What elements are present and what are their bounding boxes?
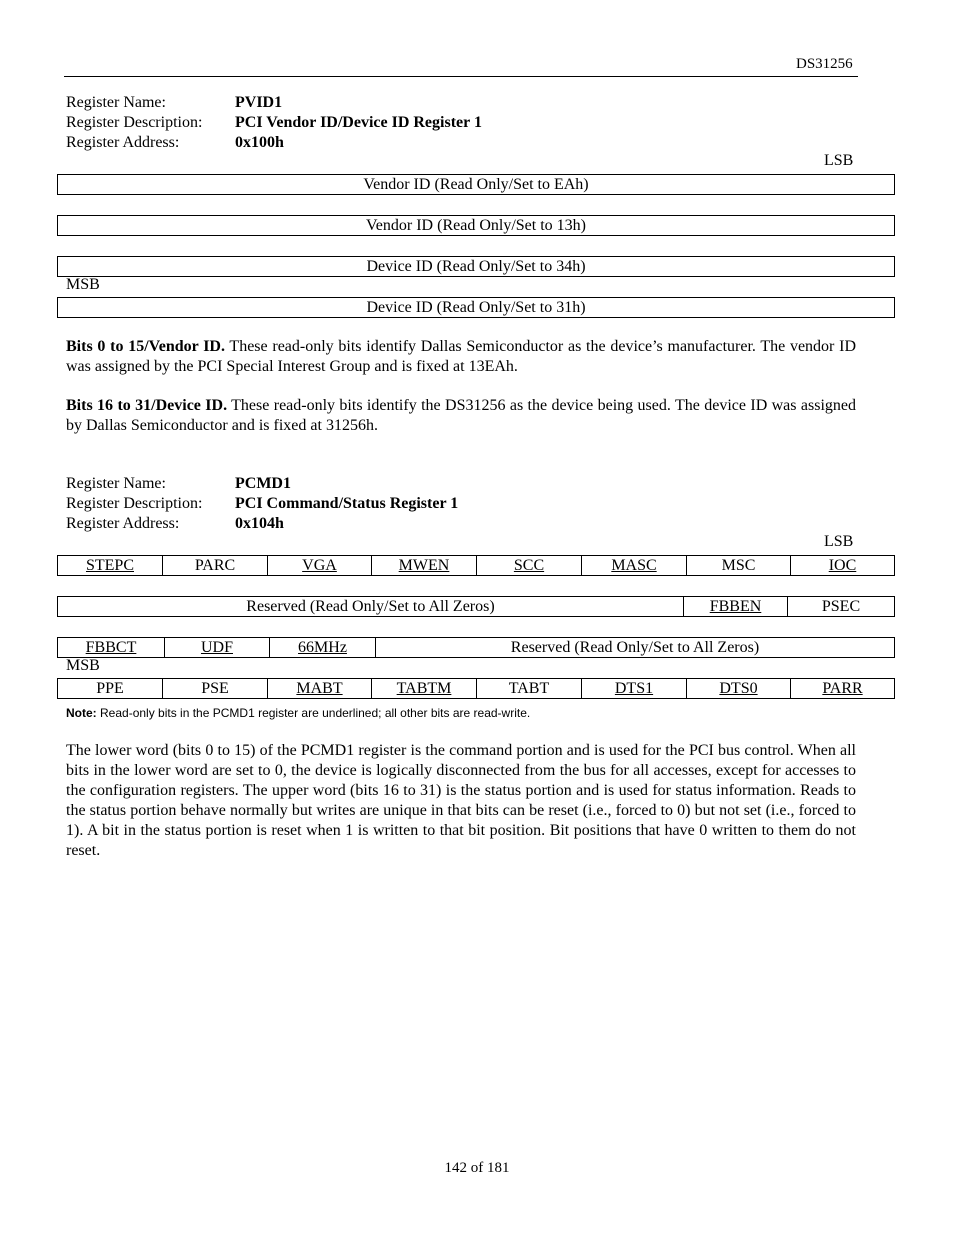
bit-dts1: DTS1 [582, 679, 687, 698]
register-name-label: Register Name: [66, 475, 166, 492]
device-id-description [66, 396, 856, 436]
bit-vga: VGA [268, 556, 372, 575]
bit-udf: UDF [165, 638, 270, 657]
register-field: Vendor ID (Read Only/Set to EAh) [363, 176, 589, 193]
bit-tabt: TABT [477, 679, 582, 698]
register-field: Device ID (Read Only/Set to 31h) [366, 299, 586, 316]
register-name: PCMD1 [235, 475, 291, 492]
register-field: Device ID (Read Only/Set to 34h) [366, 258, 586, 275]
bit-stepc: STEPC [58, 556, 163, 575]
pcmd1-register-info [66, 474, 458, 534]
pcmd1-byte0 [57, 555, 895, 576]
pcmd1-byte3 [57, 678, 895, 699]
msb-label: MSB [66, 276, 100, 293]
pcmd1-byte1 [57, 596, 895, 617]
pvid1-byte2 [57, 256, 895, 277]
bit-masc: MASC [582, 556, 687, 575]
lsb-label: LSB [824, 533, 854, 550]
reserved-field: Reserved (Read Only/Set to All Zeros) [510, 639, 760, 656]
register-note [66, 706, 530, 720]
pcmd1-byte2 [57, 637, 895, 658]
register-address-label: Register Address: [66, 515, 180, 532]
bit-mabt: MABT [268, 679, 372, 698]
register-address: 0x104h [235, 515, 284, 532]
note-label: Note: [66, 706, 97, 720]
pvid1-register-info [66, 93, 482, 153]
bit-fbben: FBBEN [684, 597, 788, 616]
bit-pse: PSE [163, 679, 268, 698]
reserved-field: Reserved (Read Only/Set to All Zeros) [58, 597, 684, 616]
msb-label: MSB [66, 657, 100, 674]
document-id: DS31256 [796, 56, 853, 72]
bits-text: These read-only bits identify the DS31256 as the device being used. The device ID was assigned by Dallas Semiconductor and is fixed at 31256h. [66, 397, 856, 434]
bit-ppe: PPE [58, 679, 163, 698]
register-address: 0x100h [235, 134, 284, 151]
lsb-label: LSB [824, 152, 854, 169]
register-description-label: Register Description: [66, 495, 203, 512]
bits-title: Bits 16 to 31/Device ID. [66, 397, 228, 414]
page-number: 142 of 181 [444, 1160, 510, 1176]
pcmd1-description: The lower word (bits 0 to 15) of the PCMD1 register is the command portion and is used for the PCI bus control. When all bits in the lower word are set to 0, the device is logically disconnected from the bus for all accesses, except for accesses to the configuration registers. The upper word (bits 16 to 31) is the status portion and is used for status information. Reads to the status portion behave normally but writes are unique in that bits can be reset (i.e., forced to 0) but not set (i.e., forced to 1). A bit in the status portion is reset when 1 is written to that bit position. Bit positions that have 0 written to them do not reset. [66, 742, 856, 859]
bits-text: These read-only bits identify Dallas Semiconductor as the device’s manufacturer. The vendor ID was assigned by the PCI Special Interest Group and is fixed at 13EAh. [66, 338, 857, 375]
bit-mwen: MWEN [372, 556, 477, 575]
bit-66mhz: 66MHz [270, 638, 376, 657]
bit-tabtm: TABTM [372, 679, 477, 698]
bit-parr: PARR [822, 680, 863, 697]
register-field: Vendor ID (Read Only/Set to 13h) [366, 217, 586, 234]
register-address-label: Register Address: [66, 134, 180, 151]
bit-scc: SCC [477, 556, 582, 575]
bits-title: Bits 0 to 15/Vendor ID. [66, 338, 225, 355]
register-name-label: Register Name: [66, 94, 166, 111]
vendor-id-description [66, 337, 856, 377]
pvid1-byte1 [57, 215, 895, 236]
register-description: PCI Vendor ID/Device ID Register 1 [235, 114, 482, 131]
pvid1-byte0 [57, 174, 895, 195]
bit-parc: PARC [163, 556, 268, 575]
note-text: Read-only bits in the PCMD1 register are underlined; all other bits are read-write. [96, 706, 531, 720]
header-rule [64, 76, 858, 77]
pvid1-byte3 [57, 297, 895, 318]
bit-psec: PSEC [821, 598, 861, 615]
register-name: PVID1 [235, 94, 283, 111]
bit-dts0: DTS0 [687, 679, 791, 698]
bit-ioc: IOC [828, 557, 857, 574]
register-description-label: Register Description: [66, 114, 203, 131]
bit-msc: MSC [687, 556, 791, 575]
bit-fbbct: FBBCT [58, 638, 165, 657]
register-description: PCI Command/Status Register 1 [235, 495, 459, 512]
